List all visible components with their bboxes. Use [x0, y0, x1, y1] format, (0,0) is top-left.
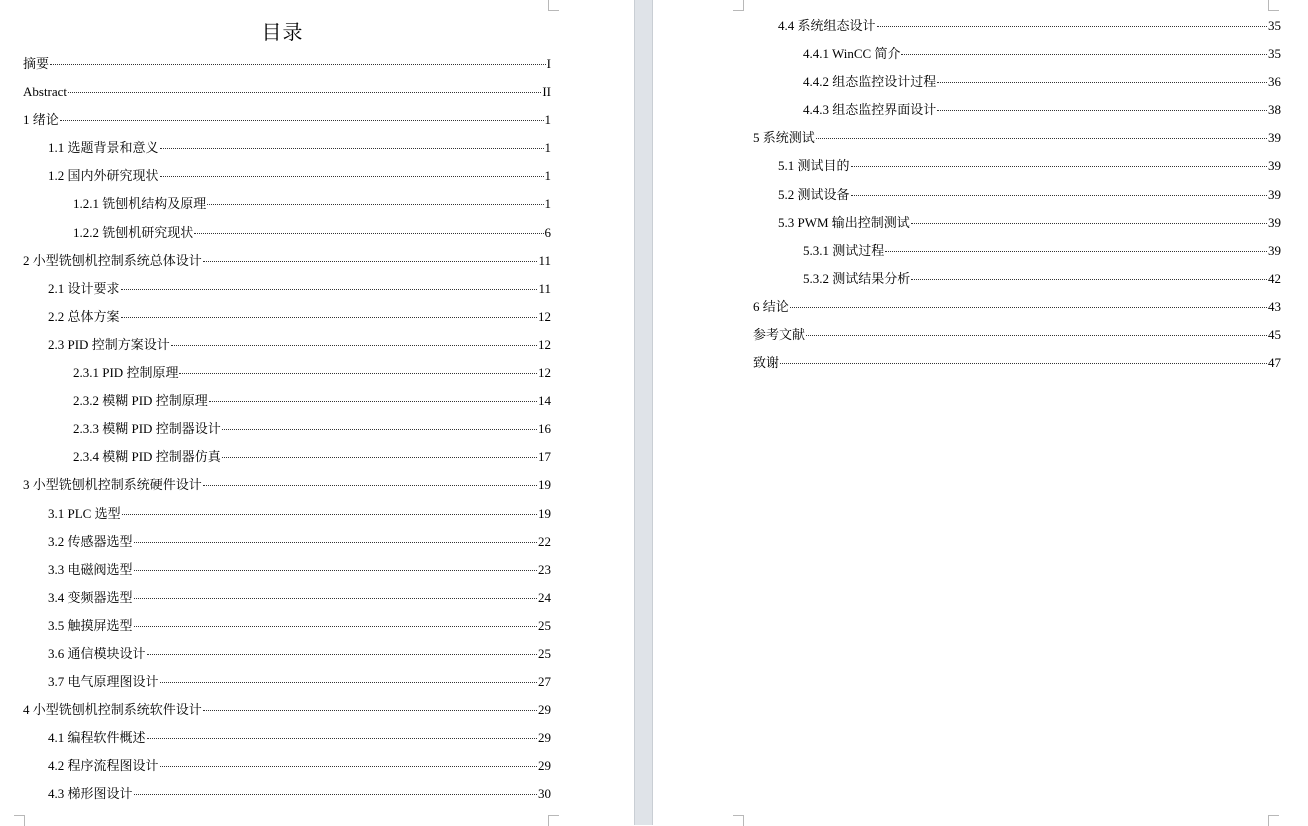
toc-dot-leader [207, 204, 543, 205]
toc-entry[interactable] [23, 275, 551, 303]
toc-entry-page-number: II [542, 84, 551, 100]
toc-entry-label: 2.3.2 模糊 PID 控制原理 [73, 393, 208, 409]
toc-dot-leader [222, 457, 537, 458]
toc-entry[interactable] [23, 443, 551, 471]
document-page-right [653, 0, 1308, 825]
toc-entry-page-number: 12 [538, 365, 551, 381]
toc-entry-page-number: 12 [538, 336, 551, 352]
toc-list-left [23, 50, 551, 809]
toc-dot-leader [806, 335, 1267, 336]
toc-entry[interactable] [23, 724, 551, 752]
toc-dot-leader [134, 542, 537, 543]
document-page-left [0, 0, 634, 825]
toc-entry-page-number: 29 [538, 758, 551, 774]
toc-dot-leader [50, 64, 546, 65]
toc-entry[interactable] [753, 96, 1281, 124]
toc-entry[interactable] [753, 152, 1281, 180]
toc-entry-label: 参考文献 [753, 327, 806, 343]
toc-entry-label: 4 小型铣刨机控制系统软件设计 [23, 702, 202, 718]
toc-entry-page-number: 23 [538, 561, 551, 577]
toc-entry-label: 1 绪论 [23, 112, 59, 128]
toc-entry[interactable] [23, 780, 551, 808]
toc-dot-leader [160, 682, 537, 683]
toc-entry[interactable] [753, 40, 1281, 68]
toc-entry[interactable] [753, 181, 1281, 209]
toc-entry-page-number: 19 [538, 477, 551, 493]
toc-entry-label: 3.4 变频器选型 [48, 589, 133, 605]
toc-dot-leader [122, 514, 537, 515]
toc-entry-label: 3.3 电磁阀选型 [48, 561, 133, 577]
toc-entry-label: 3.7 电气原理图设计 [48, 674, 159, 690]
toc-dot-leader [171, 345, 537, 346]
toc-entry[interactable] [23, 303, 551, 331]
toc-entry[interactable] [23, 134, 551, 162]
toc-dot-leader [222, 429, 537, 430]
toc-entry-label: 6 结论 [753, 298, 789, 314]
toc-entry-page-number: 29 [538, 730, 551, 746]
toc-entry-label: 4.4.3 组态监控界面设计 [803, 102, 937, 118]
toc-dot-leader [134, 626, 537, 627]
crop-mark [1268, 0, 1279, 11]
toc-entry-page-number: 11 [538, 280, 551, 296]
toc-entry-page-number: 19 [538, 505, 551, 521]
toc-dot-leader [134, 570, 537, 571]
toc-entry[interactable] [23, 612, 551, 640]
toc-entry-page-number: 11 [538, 252, 551, 268]
toc-entry-page-number: 39 [1268, 130, 1281, 146]
toc-entry-label: 3.5 触摸屏选型 [48, 617, 133, 633]
toc-entry-page-number: 45 [1268, 327, 1281, 343]
toc-entry-page-number: 1 [544, 168, 551, 184]
toc-entry-page-number: 35 [1268, 18, 1281, 33]
toc-dot-leader [147, 654, 537, 655]
toc-dot-leader [160, 148, 544, 149]
toc-dot-leader [780, 363, 1267, 364]
toc-dot-leader [937, 110, 1267, 111]
toc-dot-leader [937, 82, 1267, 83]
toc-entry-label: 1.2 国内外研究现状 [48, 168, 159, 184]
toc-entry[interactable] [753, 237, 1281, 265]
toc-dot-leader [911, 279, 1267, 280]
toc-dot-leader [209, 401, 537, 402]
toc-title: 目录 [261, 20, 304, 44]
toc-list-right [753, 12, 1281, 377]
toc-entry-label: Abstract [23, 84, 68, 100]
toc-entry-label: 5.3 PWM 输出控制测试 [778, 214, 910, 230]
crop-mark [548, 815, 559, 826]
toc-entry-label: 4.2 程序流程图设计 [48, 758, 159, 774]
toc-entry-label: 1.1 选题背景和意义 [48, 140, 159, 156]
toc-entry-page-number: 29 [538, 702, 551, 718]
toc-entry-label: 致谢 [753, 355, 780, 371]
toc-entry-label: 3 小型铣刨机控制系统硬件设计 [23, 477, 202, 493]
toc-dot-leader [901, 54, 1267, 55]
toc-dot-leader [160, 176, 544, 177]
toc-entry-label: 5 系统测试 [753, 130, 815, 146]
toc-entry-label: 2 小型铣刨机控制系统总体设计 [23, 252, 202, 268]
crop-mark [14, 815, 25, 826]
toc-entry-page-number: 14 [538, 393, 551, 409]
toc-entry-page-number: 1 [544, 140, 551, 156]
toc-entry-label: 2.3.4 模糊 PID 控制器仿真 [73, 449, 221, 465]
toc-entry-label: 4.4.2 组态监控设计过程 [803, 74, 937, 90]
toc-entry[interactable] [23, 359, 551, 387]
toc-entry-label: 4.1 编程软件概述 [48, 730, 146, 746]
toc-entry-page-number: 36 [1268, 74, 1281, 90]
toc-entry-label: 3.1 PLC 选型 [48, 505, 121, 521]
toc-entry-page-number: 38 [1268, 102, 1281, 118]
crop-mark [1268, 815, 1279, 826]
toc-dot-leader [851, 195, 1267, 196]
toc-dot-leader [160, 766, 537, 767]
toc-entry[interactable] [23, 528, 551, 556]
toc-entry[interactable] [23, 415, 551, 443]
toc-entry-page-number: 30 [538, 786, 551, 802]
toc-entry-page-number: 39 [1268, 214, 1281, 230]
toc-entry-label: 摘要 [23, 56, 50, 71]
toc-entry[interactable] [23, 668, 551, 696]
toc-entry[interactable] [23, 190, 551, 218]
toc-entry[interactable] [23, 556, 551, 584]
crop-mark [548, 0, 559, 11]
toc-entry-page-number: 43 [1268, 298, 1281, 314]
toc-entry[interactable] [23, 247, 551, 275]
toc-dot-leader [68, 92, 541, 93]
toc-dot-leader [194, 233, 543, 234]
toc-dot-leader [147, 738, 537, 739]
toc-entry[interactable] [23, 387, 551, 415]
toc-entry-page-number: 39 [1268, 242, 1281, 258]
crop-mark [733, 0, 744, 11]
toc-entry[interactable] [23, 752, 551, 780]
toc-entry[interactable] [23, 78, 551, 106]
toc-dot-leader [121, 289, 538, 290]
toc-entry-page-number: 25 [538, 645, 551, 661]
toc-entry[interactable] [23, 471, 551, 499]
toc-entry[interactable] [23, 584, 551, 612]
toc-entry-label: 5.3.1 测试过程 [803, 242, 885, 258]
toc-entry[interactable] [753, 349, 1281, 377]
toc-entry[interactable] [753, 124, 1281, 152]
toc-entry-page-number: 42 [1268, 270, 1281, 286]
crop-mark [733, 815, 744, 826]
toc-entry-page-number: 27 [538, 674, 551, 690]
toc-dot-leader [816, 138, 1267, 139]
toc-entry-label: 1.2.2 铣刨机研究现状 [73, 224, 194, 240]
toc-dot-leader [60, 120, 544, 121]
toc-entry-page-number: 6 [544, 224, 551, 240]
toc-dot-leader [911, 223, 1267, 224]
toc-dot-leader [134, 598, 537, 599]
toc-entry[interactable] [753, 209, 1281, 237]
toc-entry-label: 2.2 总体方案 [48, 308, 120, 324]
toc-entry[interactable] [23, 331, 551, 359]
toc-entry-label: 4.4.1 WinCC 简介 [803, 46, 901, 62]
toc-entry-page-number: 1 [544, 196, 551, 212]
toc-entry[interactable] [23, 640, 551, 668]
page-gutter [634, 0, 653, 825]
toc-entry[interactable] [753, 12, 1281, 40]
toc-entry-page-number: 47 [1268, 355, 1281, 371]
toc-dot-leader [203, 261, 538, 262]
toc-entry-page-number: 35 [1268, 46, 1281, 62]
toc-entry-page-number: 1 [544, 112, 551, 128]
toc-dot-leader [885, 251, 1267, 252]
toc-entry[interactable] [23, 50, 551, 78]
toc-entry-label: 2.3.3 模糊 PID 控制器设计 [73, 421, 221, 437]
toc-entry[interactable] [753, 293, 1281, 321]
toc-entry-label: 5.2 测试设备 [778, 186, 850, 202]
toc-dot-leader [877, 26, 1267, 27]
toc-entry-page-number: 24 [538, 589, 551, 605]
toc-entry-label: 2.3.1 PID 控制原理 [73, 365, 179, 381]
toc-entry[interactable] [753, 68, 1281, 96]
toc-dot-leader [790, 307, 1267, 308]
toc-entry-label: 4.3 梯形图设计 [48, 786, 133, 802]
toc-entry[interactable] [23, 162, 551, 190]
toc-entry-label: 5.3.2 测试结果分析 [803, 270, 911, 286]
toc-entry[interactable] [753, 321, 1281, 349]
toc-entry-page-number: I [546, 56, 551, 71]
toc-entry-label: 2.1 设计要求 [48, 280, 120, 296]
toc-entry-label: 4.4 系统组态设计 [778, 18, 876, 33]
toc-dot-leader [121, 317, 537, 318]
toc-entry-page-number: 17 [538, 449, 551, 465]
toc-dot-leader [203, 710, 537, 711]
toc-entry[interactable] [23, 500, 551, 528]
toc-entry-page-number: 39 [1268, 158, 1281, 174]
toc-entry-label: 5.1 测试目的 [778, 158, 850, 174]
toc-dot-leader [134, 794, 537, 795]
toc-entry[interactable] [23, 106, 551, 134]
toc-entry-page-number: 39 [1268, 186, 1281, 202]
toc-dot-leader [851, 166, 1267, 167]
toc-entry[interactable] [23, 219, 551, 247]
toc-dot-leader [179, 373, 537, 374]
toc-entry-page-number: 25 [538, 617, 551, 633]
toc-entry-page-number: 16 [538, 421, 551, 437]
toc-dot-leader [203, 485, 537, 486]
toc-entry-page-number: 22 [538, 533, 551, 549]
toc-entry-label: 2.3 PID 控制方案设计 [48, 336, 170, 352]
toc-entry[interactable] [753, 265, 1281, 293]
toc-entry-label: 3.6 通信模块设计 [48, 645, 146, 661]
toc-entry-label: 3.2 传感器选型 [48, 533, 133, 549]
toc-entry[interactable] [23, 696, 551, 724]
toc-entry-page-number: 12 [538, 308, 551, 324]
toc-entry-label: 1.2.1 铣刨机结构及原理 [73, 196, 207, 212]
